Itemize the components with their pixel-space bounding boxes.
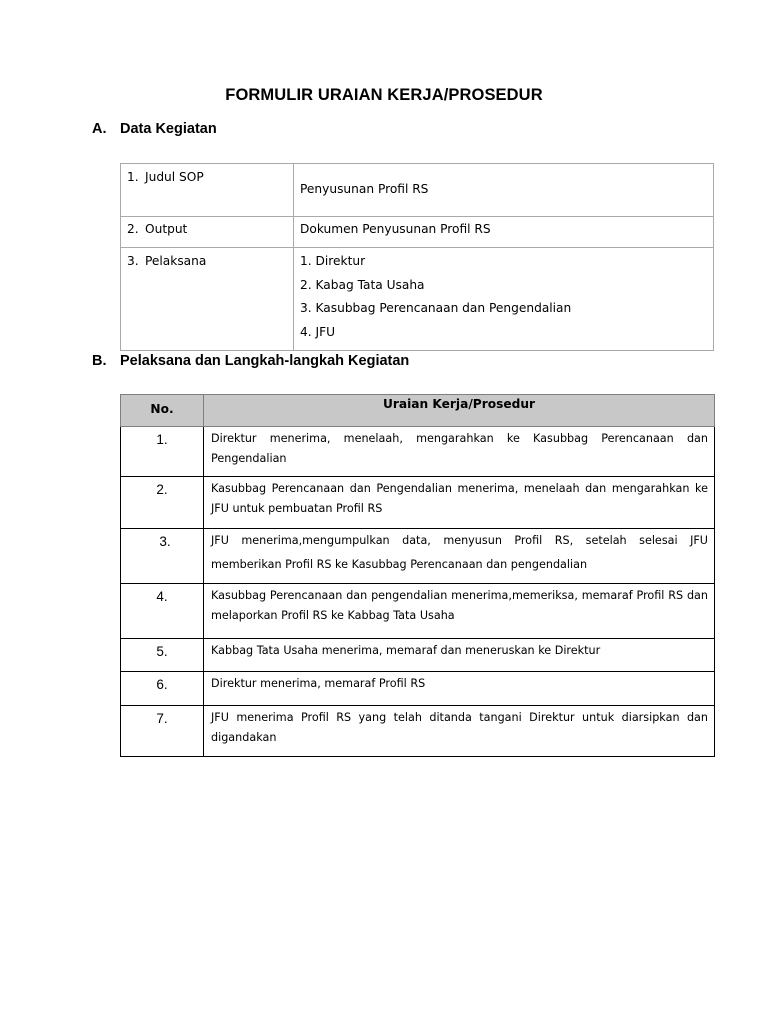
step-number: 5. [121,639,204,672]
prosedur-table [120,394,715,757]
section-a-title: Data Kegiatan [120,121,217,137]
table-row-judul [121,164,714,217]
step-description: Kabbag Tata Usaha menerima, memaraf dan meneruskan ke Direktur [204,639,715,672]
data-kegiatan-table [120,163,714,351]
section-b-title: Pelaksana dan Langkah-langkah Kegiatan [120,353,410,369]
step-description: Direktur menerima, memaraf Profil RS [204,672,715,706]
output-number: 2. [127,222,139,236]
section-a-heading [92,121,217,137]
table-row-output [121,217,714,248]
pelaksana-item: 1. Direktur [300,254,366,268]
pelaksana-item: 4. JFU [300,324,336,339]
document-title: FORMULIR URAIAN KERJA/PROSEDUR [225,86,543,104]
pelaksana-label: Pelaksana [145,254,207,268]
section-b-heading [92,353,409,369]
judul-number: 1. [127,170,139,184]
pelaksana-item: 3. Kasubbag Perencanaan dan Pengendalian [300,301,572,315]
step-number: 2. [121,477,204,529]
column-header-uraian: Uraian Kerja/Prosedur [204,395,715,427]
step-number: 4. [121,584,204,639]
pelaksana-number: 3. [127,254,139,268]
table-row [121,706,715,757]
step-description: Kasubbag Perencanaan dan Pengendalian menerima, menelaah dan mengarahkan ke JFU untuk pembuatan Profil RS [204,477,715,529]
step-number: 6. [121,672,204,706]
section-a-letter: A. [92,121,107,137]
table-row [121,639,715,672]
table-header-row [121,395,715,427]
step-description: JFU menerima Profil RS yang telah ditanda tangani Direktur untuk diarsipkan dan digandakan [204,706,715,757]
step-number: 7. [121,706,204,757]
table-row [121,529,715,584]
table-row [121,427,715,477]
step-number: 1. [121,427,204,477]
output-value: Dokumen Penyusunan Profil RS [294,217,714,248]
pelaksana-list [294,248,714,351]
judul-value: Penyusunan Profil RS [294,164,714,217]
table-row [121,584,715,639]
output-label-cell [121,217,294,248]
step-description: JFU menerima,mengumpulkan data, menyusun Profil RS, setelah selesai JFU memberikan Profil RS ke Kasubbag Perencanaan dan pengendalian [204,529,715,584]
judul-label: Judul SOP [145,170,204,184]
judul-label-cell [121,164,294,217]
table-row [121,672,715,706]
section-b-letter: B. [92,353,107,369]
step-description: Direktur menerima, menelaah, mengarahkan ke Kasubbag Perencanaan dan Pengendalian [204,427,715,477]
step-description: Kasubbag Perencanaan dan pengendalian menerima,memeriksa, memaraf Profil RS dan melaporkan Profil RS ke Kabbag Tata Usaha [204,584,715,639]
table-row-pelaksana [121,248,714,351]
step-number: 3. [121,529,204,584]
output-label: Output [145,222,188,236]
pelaksana-item: 2. Kabag Tata Usaha [300,277,425,292]
pelaksana-label-cell [121,248,294,351]
column-header-no: No. [121,395,204,427]
table-row [121,477,715,529]
